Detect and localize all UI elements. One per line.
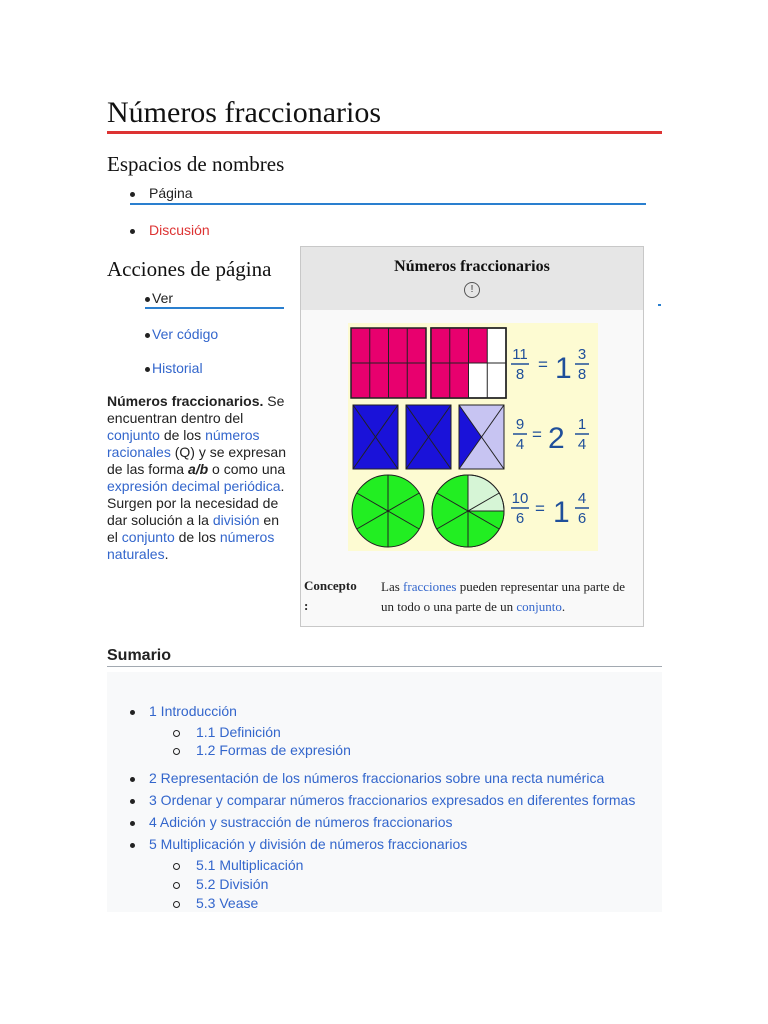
link-division[interactable]: división xyxy=(212,512,260,528)
intro-text: . xyxy=(164,546,169,562)
link-conjunto-2[interactable]: conjunto xyxy=(121,529,175,545)
equals-sign: = xyxy=(535,499,545,518)
infobox xyxy=(300,246,644,627)
circle-bullet-icon xyxy=(173,863,180,870)
intro-text: de los xyxy=(174,529,220,545)
bullet-icon xyxy=(145,333,150,338)
toc-item[interactable] xyxy=(130,836,467,852)
link-conjunto-3[interactable]: conjunto xyxy=(516,599,562,614)
fraction-3-fnum: 4 xyxy=(577,490,587,507)
link-expresion-decimal[interactable]: expresión decimal periódica xyxy=(107,478,281,494)
bullet-icon xyxy=(130,192,135,197)
page-actions-heading: Acciones de página xyxy=(107,257,272,281)
tab-indicator-end xyxy=(658,304,661,306)
rect-partial-1 xyxy=(431,328,506,398)
fraction-2-whole: 2 xyxy=(548,422,565,455)
circle-bullet-icon xyxy=(173,748,180,755)
namespace-page-tab[interactable] xyxy=(130,185,193,201)
fraction-1-fden: 8 xyxy=(577,366,587,383)
intro-text: de los xyxy=(159,427,206,443)
bullet-icon xyxy=(130,799,135,804)
selected-tab-indicator xyxy=(130,203,646,205)
action-source-link[interactable] xyxy=(145,326,218,342)
concept-text-part: pueden representar una parte de un todo o una parte de un xyxy=(381,579,626,614)
link-numeros-racionales[interactable]: números racionales xyxy=(107,427,260,460)
namespace-discussion-tab[interactable] xyxy=(130,222,210,238)
toc-subitem[interactable] xyxy=(173,857,303,873)
circle-bullet-icon xyxy=(173,882,180,889)
bullet-icon xyxy=(145,297,150,302)
bullet-icon xyxy=(130,229,135,234)
fraction-2-fnum: 1 xyxy=(577,416,587,433)
toc-link[interactable]: 1.2 Formas de expresión xyxy=(196,742,351,758)
namespace-page-label: Página xyxy=(149,185,193,201)
intro-ab: a/b xyxy=(187,461,209,477)
fraction-3-num: 10 xyxy=(511,490,529,507)
action-view-tab[interactable] xyxy=(145,290,173,306)
square-whole-2 xyxy=(406,405,451,469)
link-numeros-naturales[interactable]: números naturales xyxy=(107,529,275,562)
square-whole-1 xyxy=(353,405,398,469)
fraction-3-den: 6 xyxy=(515,510,525,527)
toc-item[interactable] xyxy=(130,792,635,808)
fraction-2-fden: 4 xyxy=(577,436,587,453)
toc-link[interactable]: 2 Representación de los números fraccionarios sobre una recta numérica xyxy=(149,770,605,786)
fraction-3-whole: 1 xyxy=(553,496,570,529)
fraction-1-fnum: 3 xyxy=(577,346,587,363)
equals-sign: = xyxy=(532,425,542,444)
intro-text: en el xyxy=(107,512,280,545)
equals-sign: = xyxy=(538,355,548,374)
circle-partial xyxy=(432,475,504,547)
page-title: Números fraccionarios xyxy=(107,96,382,129)
selected-action-indicator xyxy=(145,307,284,309)
action-view-label: Ver xyxy=(152,290,174,306)
namespace-discussion-label: Discusión xyxy=(149,222,210,238)
intro-text: . Surgen por la necesidad de dar solución a la xyxy=(107,478,285,528)
fraction-2-den: 4 xyxy=(515,436,525,453)
info-icon[interactable]: ! xyxy=(464,282,480,298)
circle-bullet-icon xyxy=(173,730,180,737)
title-underline xyxy=(107,131,662,134)
toc-item[interactable] xyxy=(130,703,237,719)
toc-link[interactable]: 5.2 División xyxy=(196,876,269,892)
toc-subitem[interactable] xyxy=(173,876,268,892)
toc-item[interactable] xyxy=(130,770,604,786)
toc-heading: Sumario xyxy=(107,647,172,664)
fractions-illustration xyxy=(348,323,598,551)
toc-link[interactable]: 1.1 Definición xyxy=(196,724,281,740)
rect-whole-1 xyxy=(351,328,426,398)
toc-link[interactable]: 5.1 Multiplicación xyxy=(196,857,304,873)
concept-label: Concepto : xyxy=(304,578,357,613)
infobox-header xyxy=(301,247,643,310)
intro-text: (Q) y se expresan de las forma xyxy=(107,444,286,477)
link-fracciones[interactable]: fracciones xyxy=(403,579,457,594)
action-history-link[interactable] xyxy=(145,360,203,376)
fraction-1-num: 11 xyxy=(512,346,528,363)
bullet-icon xyxy=(130,777,135,782)
toc-link[interactable]: 3 Ordenar y comparar números fraccionarios expresados en diferentes formas xyxy=(149,792,636,808)
namespaces-heading: Espacios de nombres xyxy=(107,152,285,176)
bullet-icon xyxy=(130,821,135,826)
toc-subitem[interactable] xyxy=(173,742,351,758)
intro-paragraph xyxy=(107,393,287,563)
toc-link[interactable]: 1 Introducción xyxy=(149,703,237,719)
fraction-1-whole: 1 xyxy=(555,352,572,385)
fraction-3-fden: 6 xyxy=(577,510,587,527)
intro-bold: Números fraccionarios. xyxy=(107,393,264,409)
bullet-icon xyxy=(130,710,135,715)
table-of-contents xyxy=(107,672,662,912)
toc-subitem[interactable] xyxy=(173,724,281,740)
bullet-icon xyxy=(145,367,150,372)
fraction-2-num: 9 xyxy=(515,416,525,433)
intro-text: o como una xyxy=(208,461,286,477)
bullet-icon xyxy=(130,843,135,848)
concept-text-part: Las xyxy=(381,579,404,594)
toc-link[interactable]: 5.3 Vease xyxy=(196,895,259,911)
square-partial xyxy=(459,405,504,469)
action-history-label: Historial xyxy=(152,360,203,376)
concept-text-part: . xyxy=(561,599,566,614)
toc-link[interactable]: 4 Adición y sustracción de números fraccionarios xyxy=(149,814,453,830)
fraction-1-den: 8 xyxy=(515,366,525,383)
intro-text: Se encuentran dentro del xyxy=(107,393,285,426)
toc-link[interactable]: 5 Multiplicación y división de números fraccionarios xyxy=(149,836,468,852)
concept-text xyxy=(381,577,636,617)
toc-heading-rule xyxy=(107,666,662,667)
toc-subitem[interactable] xyxy=(173,895,258,911)
toc-item[interactable] xyxy=(130,814,452,830)
action-source-label: Ver código xyxy=(152,326,219,342)
infobox-title: Números fraccionarios xyxy=(394,258,550,275)
circle-bullet-icon xyxy=(173,901,180,908)
link-conjunto[interactable]: conjunto xyxy=(107,427,160,443)
circle-whole xyxy=(352,475,424,547)
